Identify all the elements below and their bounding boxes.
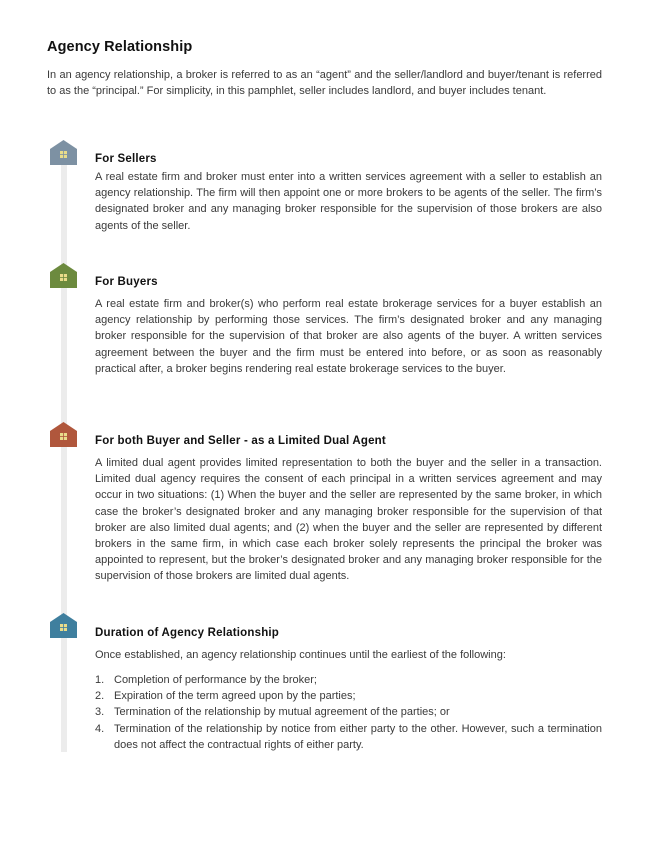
section-body-sellers: A real estate firm and broker must enter into a written services agreement with a seller to establish an agency relationship. The firm will then appoint one or more brokers to be agents of the seller. The firm’s designated broker and any managing broker responsible for the supervision of those brokers are also agents of the seller.	[95, 171, 602, 232]
list-item	[95, 672, 602, 688]
section-body-buyers: A real estate firm and broker(s) who perform real estate brokerage services for a buyer establish an agency relationship by performing those services. The firm’s designated broker and any managing broker responsible for the supervision of that broker are also agents of the buyer. A written services agreement between the buyer and the firm must be entered into before, or as soon as reasonably practical after, a broker begins rendering real estate brokerage services to the buyer.	[95, 298, 602, 375]
list-item	[95, 721, 602, 753]
section-title-buyers: For Buyers	[95, 276, 158, 288]
list-item-text: Termination of the relationship by mutual agreement of the parties; or	[114, 706, 450, 719]
intro-paragraph: In an agency relationship, a broker is referred to as an “agent” and the seller/landlord and buyer/tenant is referred to as the “principal.” For simplicity, in this pamphlet, seller includes landlord, and buyer includes tenant.	[47, 69, 602, 98]
house-icon	[50, 140, 77, 165]
timeline-line	[61, 160, 67, 752]
section-title-dual-agent: For both Buyer and Seller - as a Limited Dual Agent	[95, 435, 386, 447]
section-body-duration: Once established, an agency relationship continues until the earliest of the following:	[95, 649, 506, 661]
section-body-dual-agent: A limited dual agent provides limited representation to both the buyer and the seller in a transaction. Limited dual agency requires the consent of each principal in a written services agreement and may occur in two situations: (1) When the buyer and the seller are represented by the same broker, in which case the broker’s designated broker and any managing broker responsible for the supervision of that broker are also limited dual agents; and (2) when the buyer and the seller are represented by different brokers in the same firm, in which case each broker solely represents the principal the broker was appointed to represent, but the broker’s designated broker and any managing broker responsible for the supervision of those brokers are limited dual agents.	[95, 457, 602, 583]
list-item-number: 2.	[95, 690, 105, 703]
list-item-number: 1.	[95, 674, 105, 686]
list-item-number: 4.	[95, 722, 105, 735]
house-icon	[50, 613, 77, 638]
list-item-text: Expiration of the term agreed upon by the parties;	[114, 690, 356, 703]
section-title-sellers: For Sellers	[95, 153, 157, 165]
list-item	[95, 704, 602, 720]
list-item-number: 3.	[95, 706, 105, 719]
list-item	[95, 688, 602, 704]
house-icon	[50, 263, 77, 288]
termination-list	[95, 672, 602, 753]
list-item-text: Completion of performance by the broker;	[114, 674, 317, 686]
page-title: Agency Relationship	[47, 39, 193, 55]
section-title-duration: Duration of Agency Relationship	[95, 627, 280, 639]
house-icon	[50, 422, 77, 447]
list-item-text: Termination of the relationship by notice from either party to the other. However, such a termination does not affect the contractual rights of either party.	[114, 722, 602, 751]
